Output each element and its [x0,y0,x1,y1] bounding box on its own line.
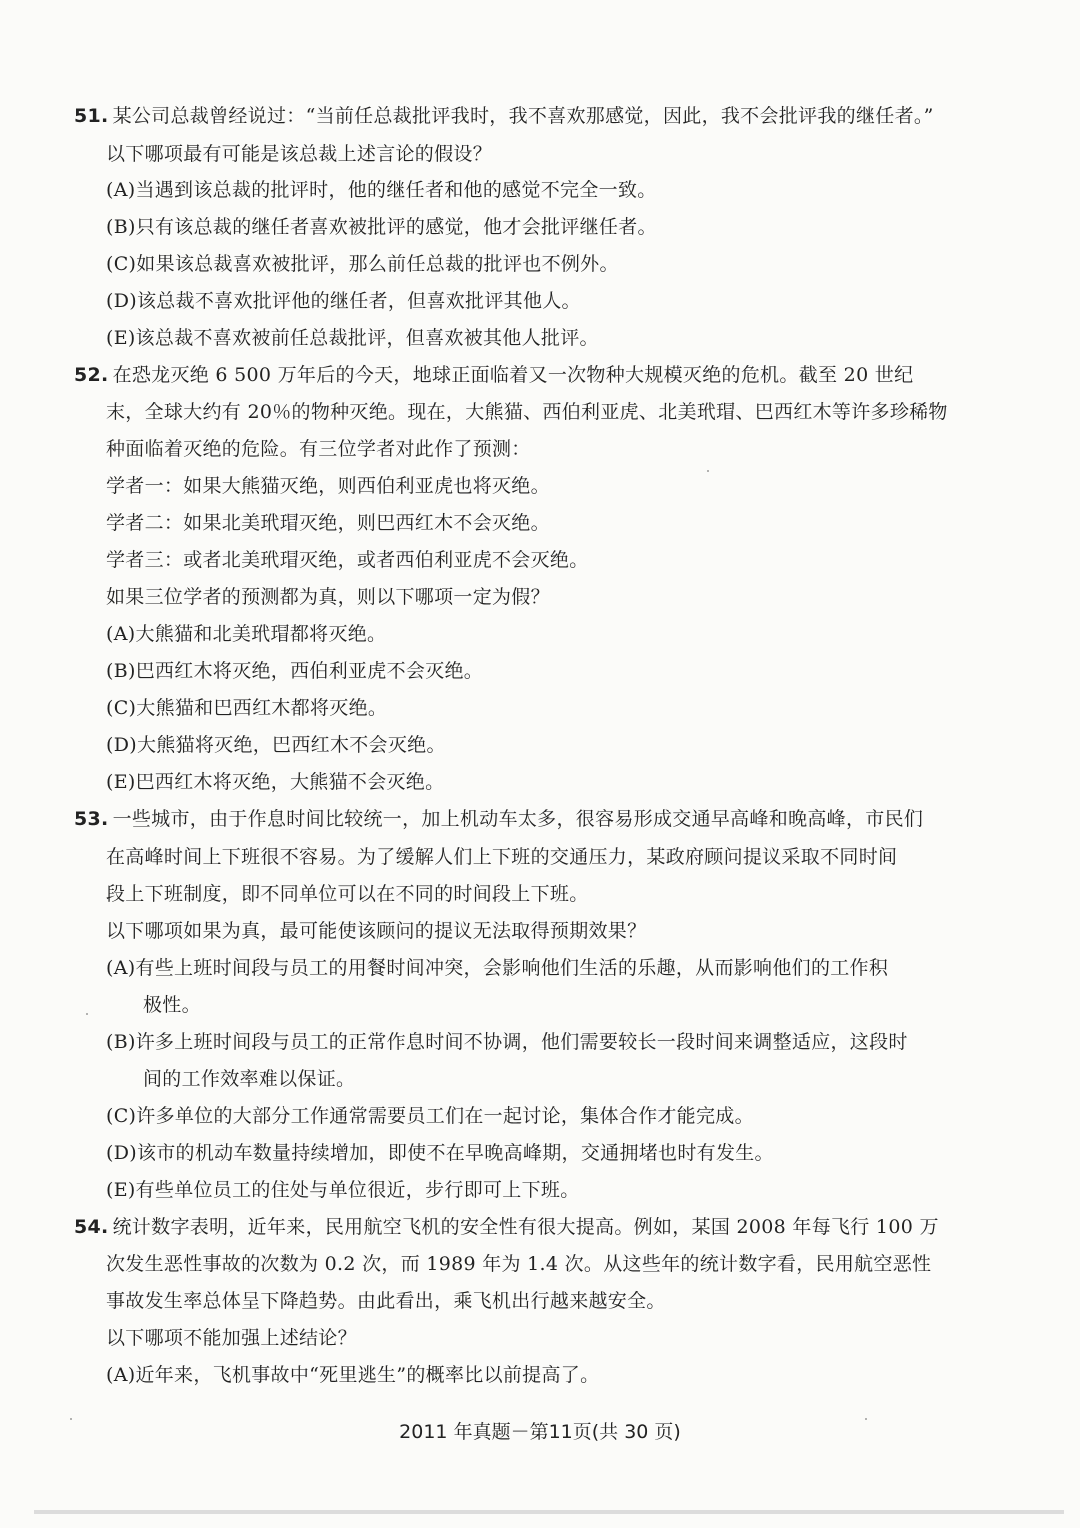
question-53-option-b-cont: 间的工作效率难以保证。 [143,1068,356,1090]
question-53-prompt: 以下哪项如果为真，最可能使该顾问的提议无法取得预期效果？ [106,920,647,942]
question-52-scholar-2: 学者二：如果北美玳瑁灭绝，则巴西红木不会灭绝。 [106,512,550,534]
question-52-number: 52. [74,364,109,386]
question-54-option-a: (A)近年来，飞机事故中“死里逃生”的概率比以前提高了。 [106,1364,600,1386]
question-52-option-b: (B)巴西红木将灭绝，西伯利亚虎不会灭绝。 [106,660,484,682]
question-53-option-b: (B)许多上班时间段与员工的正常作息时间不协调，他们需要较长一段时间来调整适应，这段时 [106,1031,908,1053]
page-footer: 2011 年真题－第11页(共 30 页) [399,1421,681,1443]
question-51-option-e: (E)该总裁不喜欢被前任总裁批评，但喜欢被其他人批评。 [106,327,599,349]
question-51-option-d: (D)该总裁不喜欢批评他的继任者，但喜欢批评其他人。 [106,290,581,312]
question-52-line-1: 52. 在恐龙灭绝 6 500 万年后的今天，地球正面临着又一次物种大规模灭绝的危机。截至 20 世纪 [74,364,914,386]
scan-speck [707,470,709,472]
question-51-option-c: (C)如果该总裁喜欢被批评，那么前任总裁的批评也不例外。 [106,253,619,275]
question-53-option-e: (E)有些单位员工的住处与单位很近，步行即可上下班。 [106,1179,580,1201]
question-54-line-1: 54. 统计数字表明，近年来，民用航空飞机的安全性有很大提高。例如，某国 2008 年每飞行 100 万 [74,1216,939,1238]
scan-speck [86,1013,88,1015]
question-51-prompt: 以下哪项最有可能是该总裁上述言论的假设？ [106,143,493,165]
question-52-scholar-1: 学者一：如果大熊猫灭绝，则西伯利亚虎也将灭绝。 [106,475,550,497]
question-51-option-b: (B)只有该总裁的继任者喜欢被批评的感觉，他才会批评继任者。 [106,216,657,238]
question-53-option-d: (D)该市的机动车数量持续增加，即使不在早晚高峰期，交通拥堵也时有发生。 [106,1142,774,1164]
scan-speck [70,1418,72,1420]
question-54-line-2: 次发生恶性事故的次数为 0.2 次，而 1989 年为 1.4 次。从这些年的统计数字看，民用航空恶性 [106,1253,932,1275]
question-53-line-2: 在高峰时间上下班很不容易。为了缓解人们上下班的交通压力，某政府顾问提议采取不同时间 [106,846,898,868]
question-52-option-c: (C)大熊猫和巴西红木都将灭绝。 [106,697,388,719]
question-53-option-a: (A)有些上班时间段与员工的用餐时间冲突，会影响他们生活的乐趣，从而影响他们的工作积 [106,957,889,979]
question-53-number: 53. [74,808,109,830]
question-53-option-c: (C)许多单位的大部分工作通常需要员工们在一起讨论，集体合作才能完成。 [106,1105,754,1127]
question-51-option-a: (A)当遇到该总裁的批评时，他的继任者和他的感觉不完全一致。 [106,179,657,201]
question-54-line-3: 事故发生率总体呈下降趋势。由此看出，乘飞机出行越来越安全。 [106,1290,666,1312]
question-53-line-1: 53. 一些城市，由于作息时间比较统一，加上机动车太多，很容易形成交通早高峰和晚高峰，市民们 [74,808,924,830]
question-53-line-3: 段上下班制度，即不同单位可以在不同的时间段上下班。 [106,883,589,905]
question-51-line-1: 51. 某公司总裁曾经说过：“当前任总裁批评我时，我不喜欢那感觉，因此，我不会批评我的继任者。” [74,105,934,127]
question-54-number: 54. [74,1216,109,1238]
question-52-line-2: 末，全球大约有 20％的物种灭绝。现在，大熊猫、西伯利亚虎、北美玳瑁、巴西红木等许多珍稀物 [106,401,948,423]
question-52-scholar-3: 学者三：或者北美玳瑁灭绝，或者西伯利亚虎不会灭绝。 [106,549,589,571]
question-52-option-e: (E)巴西红木将灭绝，大熊猫不会灭绝。 [106,771,445,793]
scan-bottom-edge [34,1510,1064,1514]
question-52-prompt: 如果三位学者的预测都为真，则以下哪项一定为假？ [106,586,550,608]
question-53-option-a-cont: 极性。 [143,994,201,1016]
question-54-prompt: 以下哪项不能加强上述结论？ [106,1327,357,1349]
scan-speck [865,1418,867,1420]
question-52-option-a: (A)大熊猫和北美玳瑁都将灭绝。 [106,623,387,645]
question-52-option-d: (D)大熊猫将灭绝，巴西红木不会灭绝。 [106,734,446,756]
question-51-number: 51. [74,105,109,127]
question-52-line-3: 种面临着灭绝的危险。有三位学者对此作了预测： [106,438,531,460]
